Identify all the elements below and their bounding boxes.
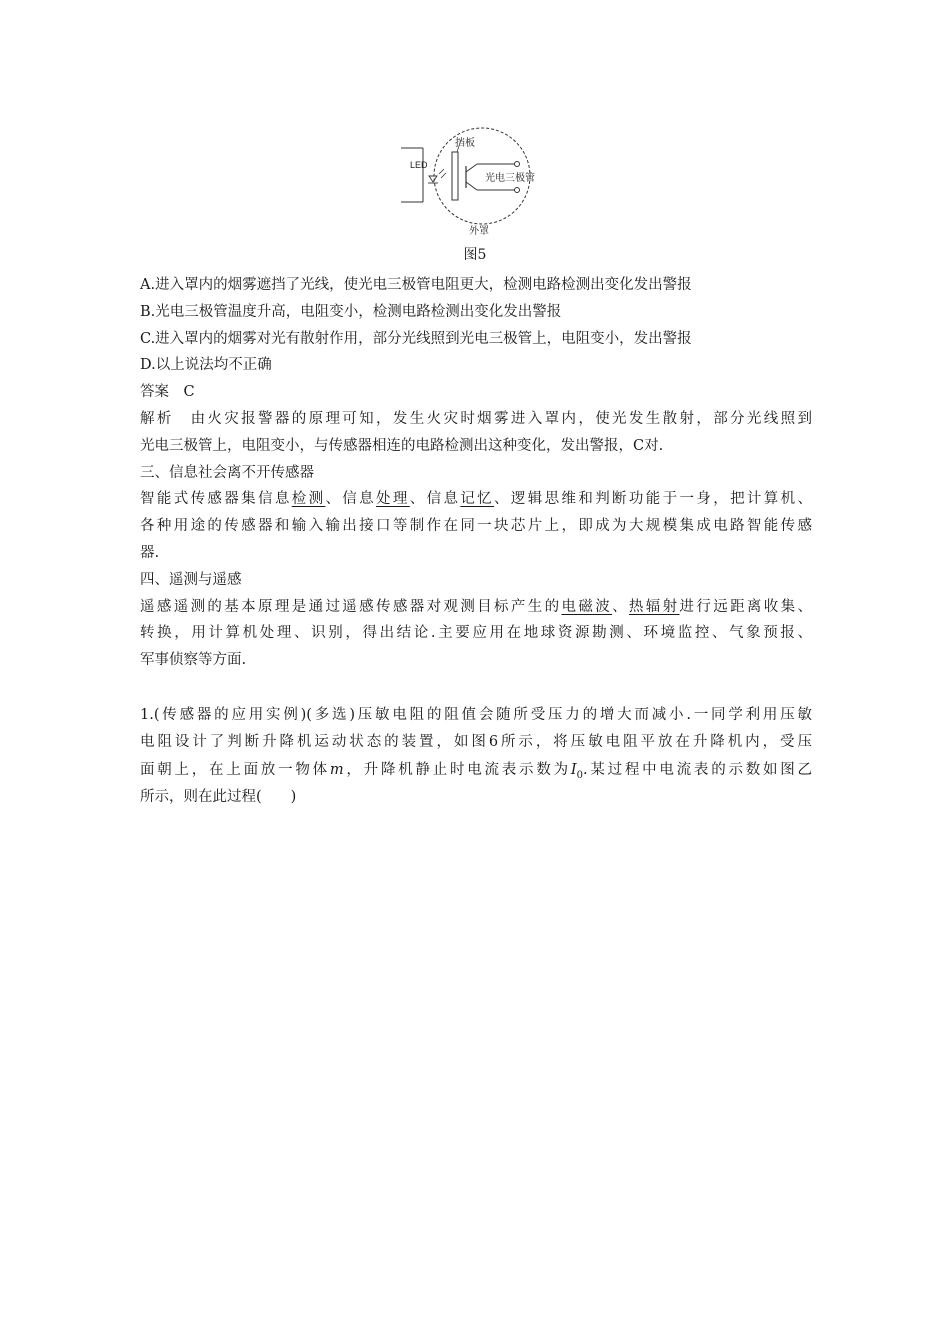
document-body <box>140 272 812 812</box>
section3-line-3: 器. <box>140 544 160 561</box>
section4-heading: 四、遥测与遥感 <box>140 571 242 588</box>
analysis-line-2: 光电三极管上，电阻变小，与传感器相连的电路检测出这种变化，发出警报，C对. <box>140 437 664 454</box>
section3-heading: 三、信息社会离不开传感器 <box>140 464 314 481</box>
section3-term-detect: 检测 <box>291 491 326 508</box>
analysis-label: 解析 <box>140 410 174 427</box>
question1-line-4: 所示，则在此过程( ) <box>140 789 297 806</box>
baffle-plate <box>452 152 458 200</box>
smoke-detector-svg <box>395 126 565 238</box>
option-b: B.光电三极管温度升高，电阻变小，检测电路检测出变化发出警报 <box>140 303 562 320</box>
cover-label: 外罩 <box>469 226 489 237</box>
section3-text-c: 、信息 <box>409 491 461 508</box>
section4-term-em-wave: 电磁波 <box>561 598 613 615</box>
option-d: D.以上说法均不正确 <box>140 357 272 374</box>
light-arrow-1 <box>439 169 444 174</box>
led-label: LED <box>410 160 428 170</box>
answer-label: 答案 <box>140 384 169 401</box>
question1-text-c: .某过程中电流表的示数如图乙 <box>582 761 813 778</box>
current-subscript: 0 <box>576 769 583 781</box>
section3-line-2: 各种用途的传感器和输入输出接口等制作在同一块芯片上，即成为大规模集成电路智能传感 <box>140 518 812 535</box>
section3-term-process: 处理 <box>376 491 410 508</box>
section3-text-d: 、逻辑思维和判断功能于一身，把计算机、 <box>494 491 813 508</box>
analysis-text-1: 由火灾报警器的原理可知，发生火灾时烟雾进入罩内，使光发生散射，部分光线照到 <box>188 410 812 427</box>
spacer <box>140 674 812 702</box>
mass-symbol: m <box>329 761 344 778</box>
question1-line-1: 1.(传感器的应用实例)(多选)压敏电阻的阻值会随所受压力的增大而减小.一同学利用压敏 <box>140 706 812 723</box>
led-diode-icon <box>429 176 437 182</box>
section4-text-c: 进行远距离收集、 <box>679 598 813 615</box>
transistor-emitter <box>466 182 477 190</box>
section4-term-thermal: 热辐射 <box>628 598 680 615</box>
section3-text-a: 智能式传感器集信息 <box>140 491 292 508</box>
current-symbol: I <box>570 761 577 778</box>
baffle-label: 挡板 <box>455 138 475 149</box>
figure-caption: 图5 <box>463 247 487 263</box>
question1-text-b: ，升降机静止时电流表示数为 <box>343 761 571 778</box>
answer-line <box>140 379 812 406</box>
section4-text-a: 遥感遥测的基本原理是通过遥感传感器对观测目标产生的 <box>140 598 562 615</box>
analysis-line-1 <box>140 406 812 433</box>
option-c: C.进入罩内的烟雾对光有散射作用，部分光线照到光电三极管上，电阻变小，发出警报 <box>140 330 692 347</box>
question1-text-a: 面朝上，在上面放一物体 <box>140 761 330 778</box>
section4-line-1 <box>140 594 812 621</box>
question1-line-2: 电阻设计了判断升降机运动状态的装置，如图6所示，将压敏电阻平放在升降机内，受压 <box>140 734 812 751</box>
question-1 <box>140 702 812 812</box>
section4-text-b: 、 <box>612 598 629 615</box>
section3-line-1 <box>140 486 812 513</box>
answer-value: C <box>183 384 195 401</box>
terminal-top <box>515 162 520 167</box>
transistor-collector <box>466 164 477 172</box>
section4-line-2: 转换，用计算机处理、识别，得出结论.主要应用在地球资源勘测、环境监控、气象预报、 <box>140 625 812 642</box>
light-arrow-2 <box>441 173 446 178</box>
section3-term-memory: 记忆 <box>460 491 495 508</box>
terminal-bottom <box>515 188 520 193</box>
smoke-detector-diagram <box>395 126 565 238</box>
section4-line-3: 军事侦察等方面. <box>140 652 247 669</box>
question1-line-3 <box>140 757 812 784</box>
section3-text-b: 、信息 <box>325 491 377 508</box>
option-a: A.进入罩内的烟雾遮挡了光线，使光电三极管电阻更大，检测电路检测出变化发出警报 <box>140 277 692 293</box>
phototransistor-label: 光电三极管 <box>485 173 535 184</box>
